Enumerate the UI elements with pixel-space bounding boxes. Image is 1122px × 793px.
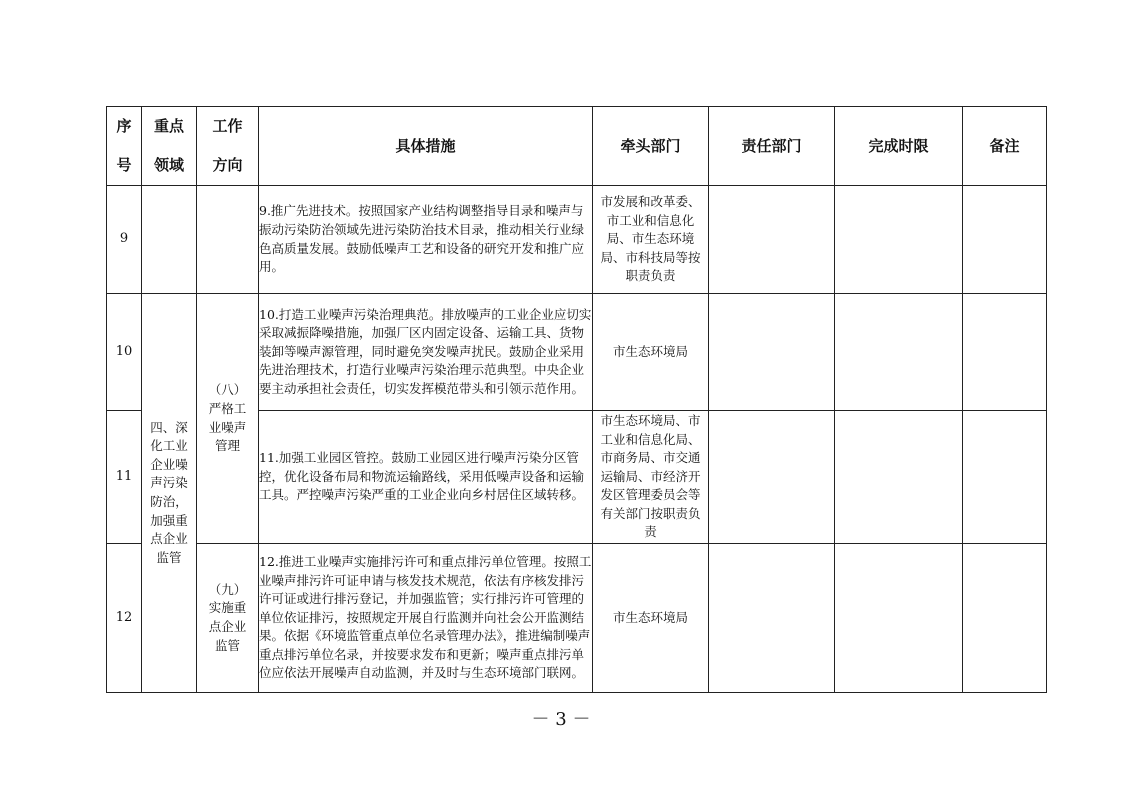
- measures-table: [106, 106, 1047, 693]
- row-measure: 12.推进工业噪声实施排污许可和重点排污单位管理。按照工业噪声排污许可证申请与核发技术规范，依法有序核发排污许可证或进行排污登记，并加强监管；实行排污许可管理的单位依证排污，按照规定开展自行监测并向社会公开监测结果。依据《环境监管重点单位名录管理办法》，推进编制噪声重点排污单位名录，并按要求发布和更新；噪声重点排污单位应依法开展噪声自动监测，并及时与生态环境部门联网。: [259, 544, 593, 693]
- row-seq: 9: [107, 186, 142, 294]
- row-measure: 9.推广先进技术。按照国家产业结构调整指导目录和噪声与振动污染防治领域先进污染防治技术目录，推动相关行业绿色高质量发展。鼓励低噪声工艺和设备的研究开发和推广应用。: [259, 186, 593, 294]
- row-resp: [709, 544, 835, 693]
- direction-cell-empty: [197, 186, 259, 294]
- field-group-cell: 四、深化工业企业噪声污染防治，加强重点企业监管: [142, 294, 197, 693]
- row-note: [963, 186, 1047, 294]
- header-resp: 责任部门: [709, 107, 835, 186]
- row-lead: 市生态环境局: [593, 294, 709, 411]
- field-cell-empty: [142, 186, 197, 294]
- row-note: [963, 411, 1047, 544]
- row-note: [963, 294, 1047, 411]
- header-measure: 具体措施: [259, 107, 593, 186]
- direction-8-cell: （八）严格工业噪声管理: [197, 294, 259, 544]
- row-deadline: [835, 186, 963, 294]
- row-lead: 市生态环境局、市工业和信息化局、市商务局、市交通运输局、市经济开发区管理委员会等有关部门按职责负责: [593, 411, 709, 544]
- header-lead: 牵头部门: [593, 107, 709, 186]
- row-deadline: [835, 294, 963, 411]
- table-row: [107, 186, 1047, 294]
- row-resp: [709, 186, 835, 294]
- header-deadline: 完成时限: [835, 107, 963, 186]
- table-row: [107, 544, 1047, 693]
- row-deadline: [835, 544, 963, 693]
- row-measure: 10.打造工业噪声污染治理典范。排放噪声的工业企业应切实采取减振降噪措施，加强厂区内固定设备、运输工具、货物装卸等噪声源管理，同时避免突发噪声扰民。鼓励企业采用先进治理技术，打造行业噪声污染治理示范典型。中央企业要主动承担社会责任，切实发挥模范带头和引领示范作用。: [259, 294, 593, 411]
- header-seq: 序 号: [107, 107, 142, 186]
- row-seq: 11: [107, 411, 142, 544]
- row-resp: [709, 294, 835, 411]
- table-row: [107, 294, 1047, 411]
- direction-9-cell: （九）实施重点企业监管: [197, 544, 259, 693]
- row-seq: 12: [107, 544, 142, 693]
- header-note: 备注: [963, 107, 1047, 186]
- row-measure: 11.加强工业园区管控。鼓励工业园区进行噪声污染分区管控，优化设备布局和物流运输路线，采用低噪声设备和运输工具。严控噪声污染严重的工业企业向乡村居住区域转移。: [259, 411, 593, 544]
- header-row: [107, 107, 1047, 186]
- page-number: － 3 －: [531, 709, 591, 730]
- row-lead: 市发展和改革委、市工业和信息化局、市生态环境局、市科技局等按职责负责: [593, 186, 709, 294]
- row-seq: 10: [107, 294, 142, 411]
- row-lead: 市生态环境局: [593, 544, 709, 693]
- header-direction: 工作 方向: [197, 107, 259, 186]
- row-resp: [709, 411, 835, 544]
- row-note: [963, 544, 1047, 693]
- header-field: 重点 领域: [142, 107, 197, 186]
- row-deadline: [835, 411, 963, 544]
